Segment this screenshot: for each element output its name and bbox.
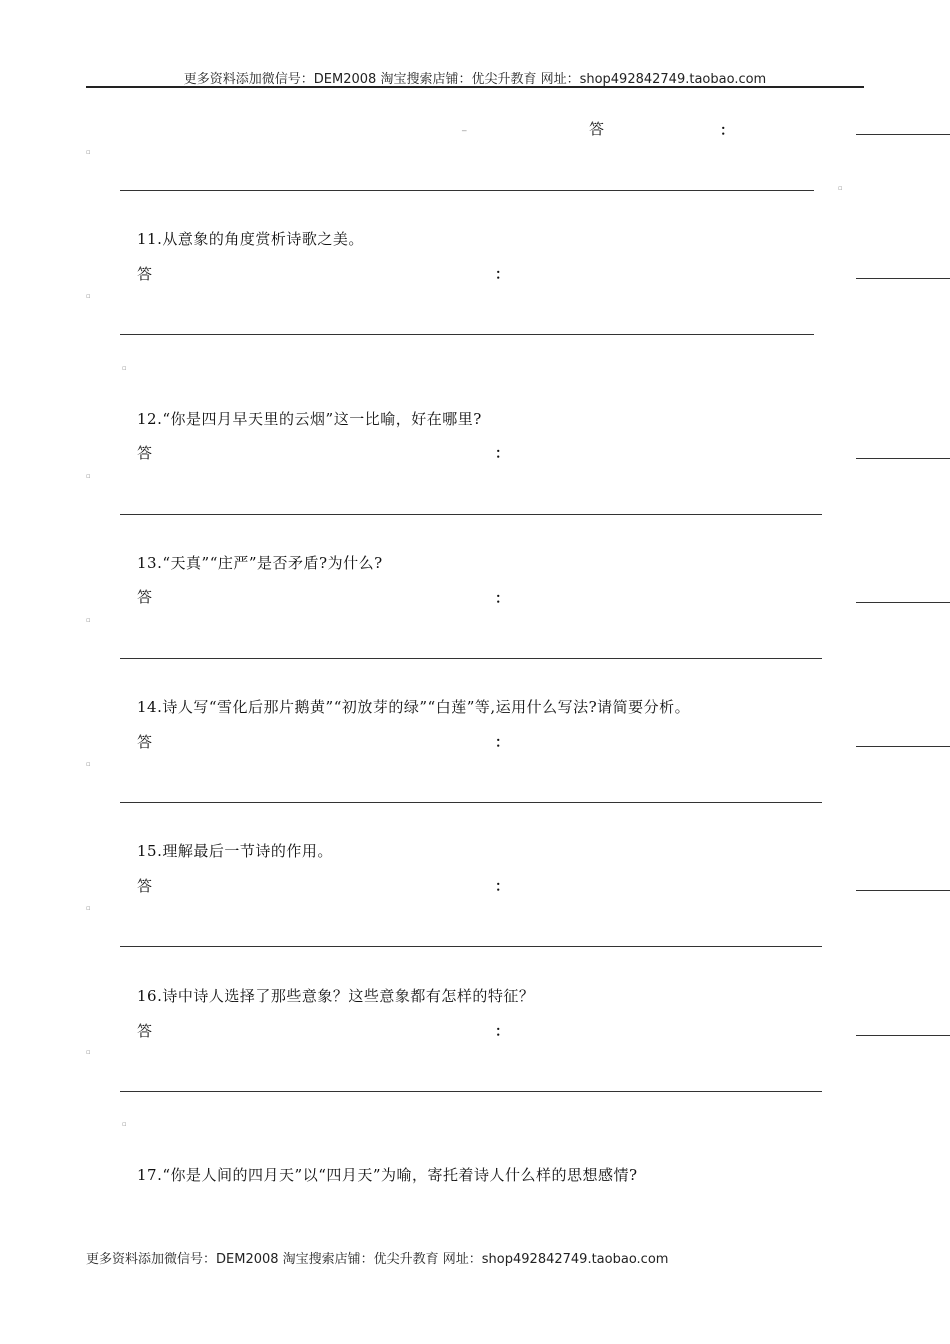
question-14: 14.诗人写“雪化后那片鹅黄”“初放芽的绿”“白莲”等,运用什么写法?请简要分析。 <box>137 698 691 716</box>
answer-line <box>120 802 822 803</box>
question-15: 15.理解最后一节诗的作用。 <box>137 842 333 860</box>
paragraph-mark: ▫ <box>86 292 91 300</box>
answer-label: 答 <box>137 1022 153 1040</box>
answer-colon: ： <box>495 879 509 895</box>
answer-label: 答 <box>137 588 153 606</box>
paragraph-mark: ▫ <box>86 472 91 480</box>
question-16: 16.诗中诗人选择了那些意象？这些意象都有怎样的特征？ <box>137 987 535 1005</box>
answer-colon: ： <box>495 1024 509 1040</box>
answer-line <box>120 658 822 659</box>
paragraph-mark: ▫ <box>86 760 91 768</box>
answer-side-line <box>856 278 950 279</box>
paragraph-mark: ▫ <box>86 616 91 624</box>
answer-colon: ： <box>495 446 509 462</box>
paragraph-mark: ▫ <box>86 148 91 156</box>
answer-line <box>120 946 822 947</box>
answer-colon: ： <box>720 123 734 139</box>
paragraph-mark: ▫ <box>838 184 843 192</box>
answer-label: 答 <box>137 877 153 895</box>
paragraph-mark: ▫ <box>86 1048 91 1056</box>
paragraph-mark: ▫ <box>86 904 91 912</box>
question-12: 12.“你是四月早天里的云烟”这一比喻，好在哪里? <box>137 410 482 428</box>
answer-colon: ： <box>495 591 509 607</box>
answer-line <box>120 1091 822 1092</box>
page-footer: 更多资料添加微信号：DEM2008 淘宝搜索店铺：优尖升教育 网址：shop492842749.taobao.com <box>86 1252 669 1267</box>
answer-side-line <box>856 134 950 135</box>
question-11: 11.从意象的角度赏析诗歌之美。 <box>137 230 364 248</box>
header-rule <box>86 86 864 88</box>
paragraph-mark: ▫ <box>122 1120 127 1128</box>
answer-line <box>120 190 814 191</box>
answer-side-line <box>856 890 950 891</box>
answer-label: 答 <box>137 733 153 751</box>
underscore-mark: _ <box>462 122 467 132</box>
question-17: 17.“你是人间的四月天”以“四月天”为喻，寄托着诗人什么样的思想感情? <box>137 1166 638 1184</box>
paragraph-mark: ▫ <box>122 364 127 372</box>
answer-colon: ： <box>495 735 509 751</box>
answer-label: 答 <box>137 444 153 462</box>
answer-label: 答 <box>137 265 153 283</box>
answer-colon: ： <box>495 267 509 283</box>
answer-side-line <box>856 602 950 603</box>
page-header: 更多资料添加微信号：DEM2008 淘宝搜索店铺：优尖升教育 网址：shop492842749.taobao.com <box>183 72 767 87</box>
answer-line <box>120 334 814 335</box>
answer-side-line <box>856 746 950 747</box>
answer-side-line <box>856 458 950 459</box>
answer-side-line <box>856 1035 950 1036</box>
question-13: 13.“天真”“庄严”是否矛盾?为什么? <box>137 554 383 572</box>
answer-label: 答 <box>589 120 605 138</box>
answer-line <box>120 514 822 515</box>
